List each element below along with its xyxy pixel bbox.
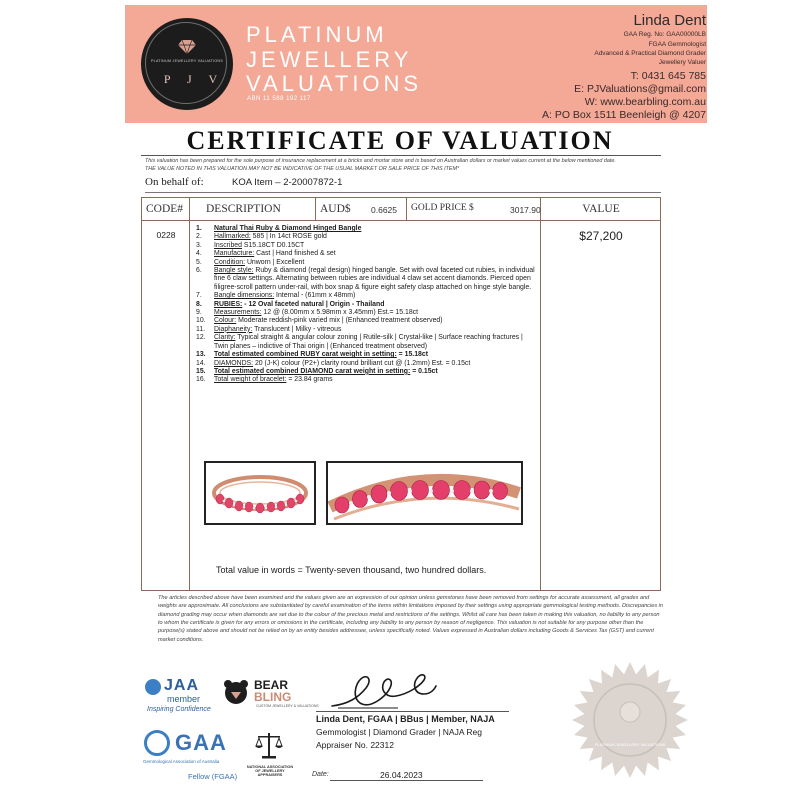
item-number: 6. [196,267,202,275]
legal-disclaimer: The articles described above have been examined and the values given are an expression of our opinion unless gemstones have been removed from settings for accurate assessment, all grades and weights are approximate. All conclusions are substantiated by careful examination of the items within limitations imposed by their settings using appropriate gemmological testing methods. Discrepancies in diamond grading may occur when diamonds are set due to the colour of the precious metal and restrictions of the settings. Whilst all care has been taken in making this valuation, no liability to any person to whom the certificate is given for any errors or omissions in the certificate, including any liability to any person by reason of negligence. This valuation is not suitable for any purpose other than the purpose(s) stated above and should not be relied on by an entity besides addressee, unless specifically noted. Values expressed in Australian dollars including Goods & Services Tax (GST) and current market conditions. [158,595,664,643]
item-text: 20 (J-K) colour (P2+) clarity round brilliant cut @ (1.2mm) Est. = 0.15ct [253,359,471,367]
description-item [196,317,538,325]
table-border-top [141,197,661,198]
description-item [196,376,538,384]
description-item [196,368,538,376]
behalf-value: KOA Item – 2-20007872-1 [232,177,343,188]
company-logo [141,18,233,110]
item-text: = 0.15ct [410,367,438,375]
divider [145,192,661,193]
valuer-title-2: Advanced & Practical Diamond Grader [594,50,706,57]
item-text: Ruby & diamond (regal design) hinged bangle. Set with oval faceted cut rubies, in individual fine 6 claw settings. Alternating between rubies are individual 4 claw set accent diamonds. Pierced open filigree-scroll pattern under-rail, with box snap & figure eight safety clasp attached on hinge style bangle. [214,267,535,291]
gold-price-value: 3017.90 [510,205,541,215]
table-header-divider [406,197,407,221]
seal-emblem [620,702,640,722]
item-key: Total estimated combined DIAMOND carat weight in setting: [214,367,411,375]
item-number: 13. [196,351,206,359]
description-item [196,309,538,317]
item-text: = 23.84 grams [286,376,333,384]
item-value: $27,200 [579,229,623,243]
item-text: S15.18CT D0.15CT [241,241,305,249]
jaa-emblem-icon [145,679,161,695]
item-code: 0228 [156,230,176,240]
item-key: Measurements: [214,309,262,317]
gaa-logo-text: GAA [175,730,227,755]
scales-of-justice-icon [254,730,284,760]
description-item [196,334,538,351]
date-value: 26.04.2023 [380,770,423,780]
item-number: 16. [196,376,206,384]
header-code: CODE# [146,203,184,215]
item-number: 8. [196,300,202,308]
description-item [196,225,538,233]
item-number: 9. [196,309,202,317]
item-key: DIAMONDS: [214,359,254,367]
table-header-divider [315,197,316,221]
item-text: Translucent | Milky - vitreous [252,325,342,333]
contact-address: A: PO Box 1511 Beenleigh @ 4207 [542,109,706,121]
jaa-tagline: Inspiring Confidence [147,706,211,713]
seal-text: PLATINUM JEWELLERY VALUATIONS [594,742,666,747]
gaa-emblem-icon [144,730,170,756]
item-key: Colour: [214,317,237,325]
company-abn: ABN 11 588 192 117 [247,96,311,102]
item-text: Typical straight & angular colour zoning | Rutile-silk | Crystal-like | Surface reaching fractures | Twin planes – indictive of Thai origin | (Enhanced treatment observed) [214,334,523,350]
item-key: Total estimated combined RUBY carat weight in setting: [214,351,397,359]
jaa-member-label: member [167,694,201,704]
bear-bling-tagline: CUSTOM JEWELLERY & VALUATIONS [256,704,319,708]
item-number: 4. [196,250,202,258]
jaa-logo-text: JAA [164,677,200,694]
embossed-seal [570,660,690,780]
signature-line [316,711,509,712]
table-border-bottom [141,590,661,591]
item-text: Unworn | Excellent [245,258,305,266]
item-key: Bangle dimensions: [214,292,275,300]
item-number: 15. [196,367,206,375]
valuer-title-3: Jewellery Valuer [658,59,706,66]
table-header-rule [141,220,661,221]
signatory-name: Linda Dent, FGAA | BBus | Member, NAJA [316,714,495,724]
divider [141,155,661,156]
purpose-disclaimer: This valuation has been prepared for the sole purpose of insurance replacement at a bricks and mortar store and is based on Australian dollars or market values current at the below mentioned date. [145,158,616,164]
handwritten-signature [328,668,438,712]
item-number: 2. [196,233,202,241]
value-disclaimer: THE VALUE NOTED IN THIS VALUATION MAY NOT BE INDICATIVE OF THE USUAL MARKET OR SALE PRICE OF THIS ITEM* [145,166,460,172]
item-text: 12 @ (8.00mm x 5.98mm x 3.45mm) Est.= 15.18ct [261,309,419,317]
contact-phone: T: 0431 645 785 [630,70,706,82]
item-key: RUBIES: [214,300,243,308]
description-item [196,233,538,241]
table-col-divider [540,197,541,591]
item-key: Diaphaneity: [214,325,253,333]
item-text: Internal - (61mm x 48mm) [274,292,356,300]
header-description: DESCRIPTION [206,203,281,215]
company-name-line2: JEWELLERY [246,47,413,72]
item-text: = 15.18ct [396,351,428,359]
valuer-title-1: FGAA Gemmologist [648,41,706,48]
item-key: Manufacture: [214,250,255,258]
logo-ring-text: PLATINUM JEWELLERY VALUATIONS [150,59,224,63]
item-number: 5. [196,258,202,266]
valuer-name: Linda Dent [633,12,706,29]
item-text: 585 | In 14ct ROSE gold [250,233,327,241]
item-text: Cast | Hand finished & set [254,250,336,258]
description-item [196,292,538,300]
item-number: 11. [196,325,206,333]
signatory-title: Gemmologist | Diamond Grader | NAJA Reg [316,727,482,737]
description-item [196,242,538,250]
logo-initials: P J V [163,72,225,86]
behalf-label: On behalf of: [145,176,204,188]
signatory-appraiser-number: Appraiser No. 22312 [316,740,394,750]
item-key: Inscribed [214,241,242,249]
table-border-right [660,197,661,591]
header-value: VALUE [582,203,620,215]
item-description-list [196,225,538,385]
item-number: 7. [196,292,202,300]
naja-logo-text: NATIONAL ASSOCIATION OF JEWELLERY APPRAISERS [246,765,294,778]
header-gold-price: GOLD PRICE $ [411,203,474,213]
gaa-registration: GAA Reg. No: GAA00000LB [623,31,706,38]
item-key: Condition: [214,258,246,266]
item-number: 10. [196,317,206,325]
gaa-fellow-label: Fellow (FGAA) [188,772,238,781]
table-border-left [141,197,142,591]
item-key: Bangle style: [214,267,254,275]
bear-icon [222,678,250,706]
diamond-icon [178,40,196,54]
aud-rate: 0.6625 [371,205,397,215]
description-item [196,267,538,292]
item-text: Moderate reddish-pink varied mix | (Enhanced treatment observed) [236,317,443,325]
gaa-full-name: Gemmological Association of Australia [143,759,220,764]
item-key: Clarity: [214,334,236,342]
item-number: 1. [196,225,202,232]
date-line [330,780,483,781]
description-item [196,360,538,368]
contact-website: W: www.bearbling.com.au [584,96,706,108]
description-item [196,351,538,359]
table-col-divider [189,197,190,591]
description-item [196,259,538,267]
total-value-in-words: Total value in words = Twenty-seven thousand, two hundred dollars. [216,565,487,575]
item-text: - 12 Oval faceted natural | Origin - Thailand [242,300,385,308]
description-item [196,250,538,258]
bear-bling-logo-line1: BEAR [254,678,289,692]
bear-bling-logo-line2: BLING [254,690,292,704]
item-number: 14. [196,359,206,367]
bangle-photo-closeup [326,461,523,525]
company-name-line3: VALUATIONS [246,71,423,96]
certificate-title: CERTIFICATE OF VALUATION [186,126,614,155]
item-key: Natural Thai Ruby & Diamond Hinged Bangle [214,225,362,232]
date-label: Date: [312,771,329,778]
company-name-line1: PLATINUM [246,22,388,47]
item-key: Hallmarked: [214,233,251,241]
item-number: 3. [196,241,202,249]
item-key: Total weight of bracelet: [214,376,287,384]
header-aud: AUD$ [320,203,351,215]
description-item [196,326,538,334]
description-item [196,301,538,309]
contact-email: E: PJValuations@gmail.com [574,83,706,95]
item-number: 12. [196,334,206,342]
bangle-photo-side [204,461,316,525]
